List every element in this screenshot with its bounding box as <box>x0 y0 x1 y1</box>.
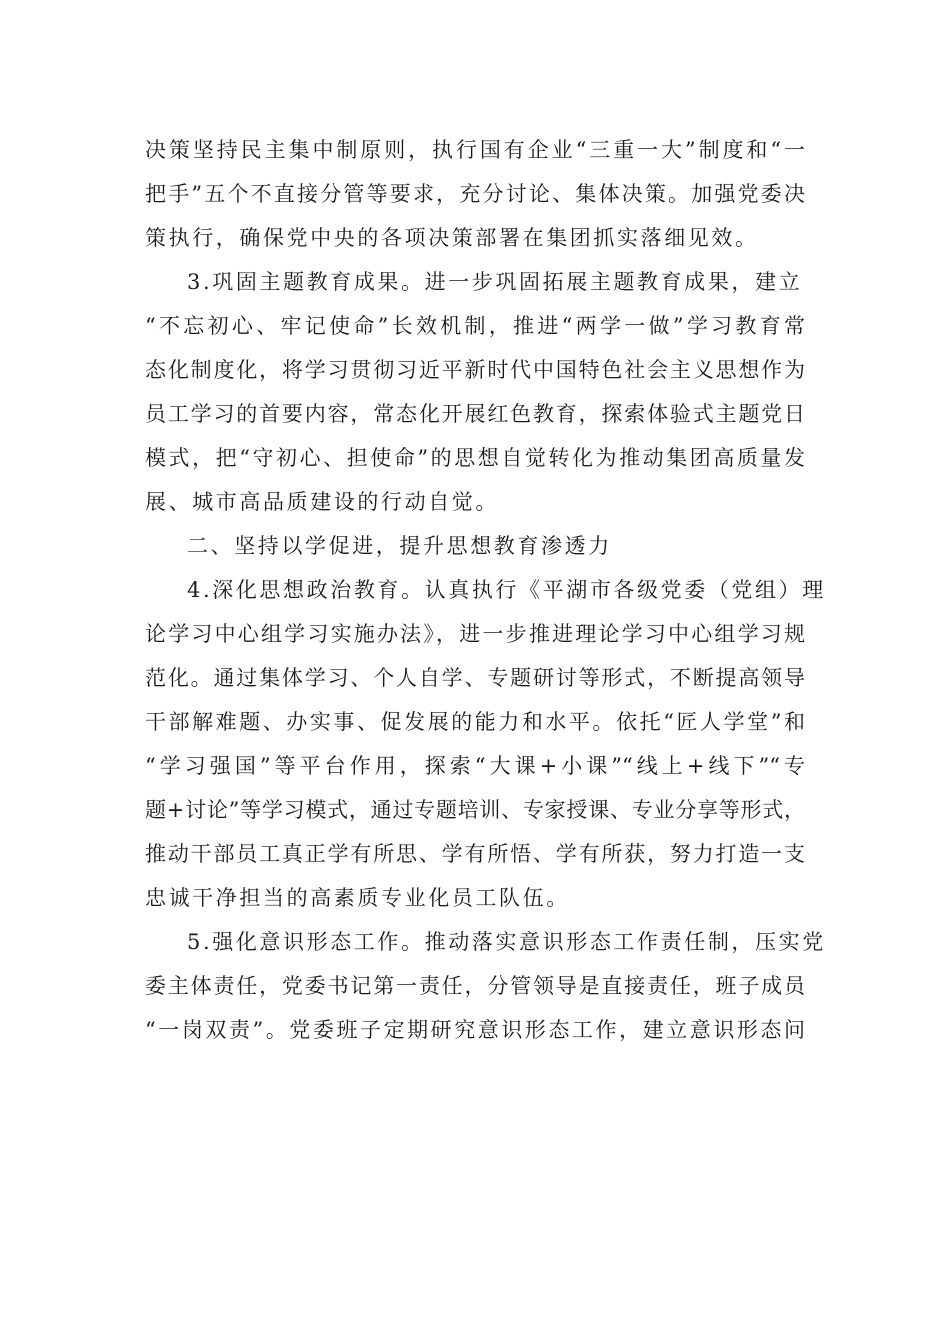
paragraph-line: “学习强国”等平台作用，探索“大课+小课”“线上+线下”“专 <box>145 754 805 778</box>
document-body <box>145 128 826 1052</box>
paragraph-line: 展、城市高品质建设的行动自觉。 <box>145 490 499 514</box>
paragraph-line: 干部解难题、办实事、促发展的能力和水平。依托“匠人学堂”和 <box>145 710 805 734</box>
paragraph-line: 范化。通过集体学习、个人自学、专题研讨等形式，不断提高领导 <box>145 666 805 690</box>
paragraph-line: 委主体责任，党委书记第一责任，分管领导是直接责任，班子成员 <box>145 974 805 998</box>
paragraph-line: 5.强化意识形态工作。推动落实意识形态工作责任制，压实党 <box>187 930 826 954</box>
paragraph-line: 推动干部员工真正学有所思、学有所悟、学有所获，努力打造一支 <box>145 842 805 866</box>
paragraph-line: “不忘初心、牢记使命”长效机制，推进“两学一做”学习教育常 <box>145 314 805 338</box>
section-heading: 二、坚持以学促进，提升思想教育渗透力 <box>187 534 612 558</box>
paragraph-line: 题+讨论”等学习模式，通过专题培训、专家授课、专业分享等形式， <box>145 798 805 822</box>
paragraph-line: 员工学习的首要内容，常态化开展红色教育，探索体验式主题党日 <box>145 402 805 426</box>
paragraph-line: 决策坚持民主集中制原则，执行国有企业“三重一大”制度和“一 <box>145 138 805 162</box>
paragraph-line: “一岗双责”。党委班子定期研究意识形态工作，建立意识形态问 <box>145 1018 805 1042</box>
paragraph-line: 态化制度化，将学习贯彻习近平新时代中国特色社会主义思想作为 <box>145 358 805 382</box>
paragraph-line: 论学习中心组学习实施办法》，进一步推进理论学习中心组学习规 <box>145 622 805 646</box>
paragraph-line: 策执行，确保党中央的各项决策部署在集团抓实落细见效。 <box>145 226 759 250</box>
paragraph-line: 把手”五个不直接分管等要求，充分讨论、集体决策。加强党委决 <box>145 182 805 206</box>
paragraph-line: 忠诚干净担当的高素质专业化员工队伍。 <box>145 886 570 910</box>
paragraph-line: 4.深化思想政治教育。认真执行《平湖市各级党委（党组）理 <box>187 578 826 602</box>
paragraph-line: 3.巩固主题教育成果。进一步巩固拓展主题教育成果，建立 <box>187 270 803 294</box>
paragraph-line: 模式，把“守初心、担使命”的思想自觉转化为推动集团高质量发 <box>145 446 805 470</box>
